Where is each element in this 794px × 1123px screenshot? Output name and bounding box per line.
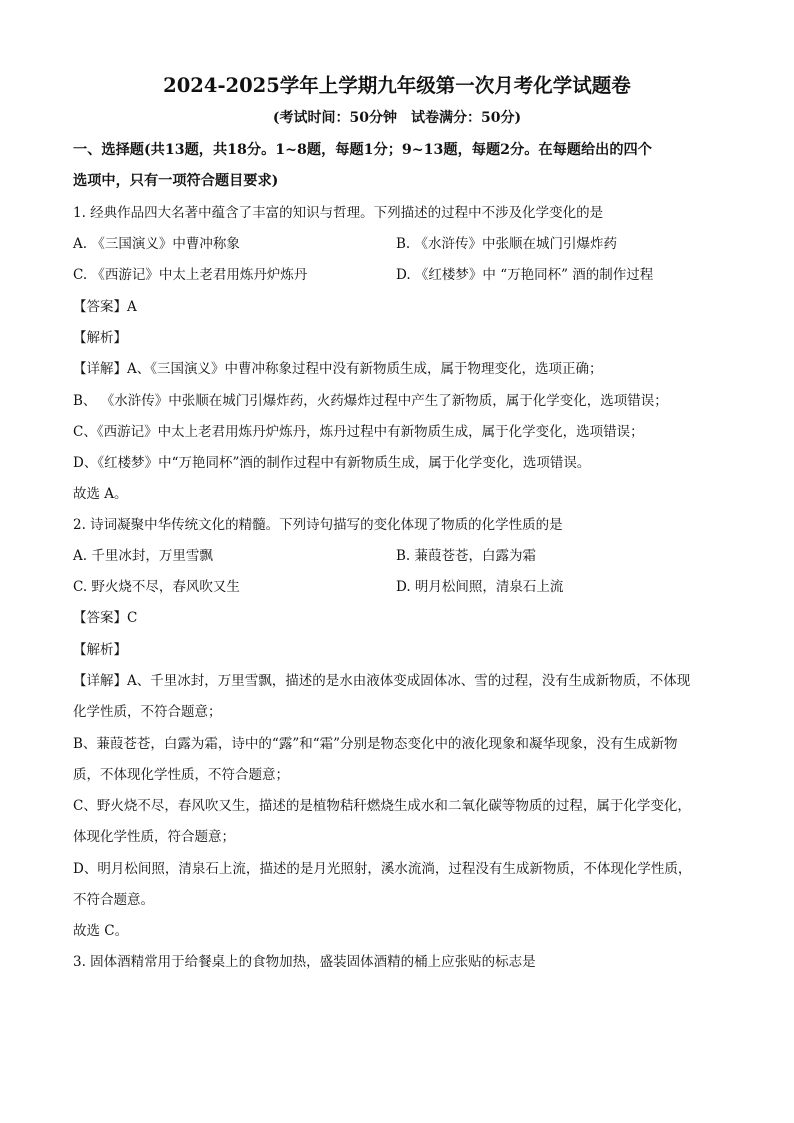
question-3-stem: 3. 固体酒精常用于给餐桌上的食物加热，盛装固体酒精的桶上应张贴的标志是 (73, 954, 536, 970)
question-2-answer: 【答案】C (73, 610, 138, 626)
question-1-answer: 【答案】A (73, 299, 137, 315)
question-1-option-d: D. 《红楼梦》中 “万艳同杯” 酒的制作过程 (396, 267, 654, 283)
question-1-conclusion: 故选 A。 (73, 486, 128, 502)
question-1-detail-4: D、《红楼梦》中“万艳同杯”酒的制作过程中有新物质生成，属于化学变化，选项错误。 (73, 455, 591, 471)
question-2-option-b: B. 蒹葭苍苍，白露为霜 (396, 548, 537, 564)
question-1-detail-3: C、《西游记》中太上老君用炼丹炉炼丹，炼丹过程中有新物质生成，属于化学变化，选项错误； (73, 424, 644, 440)
question-1-stem: 1. 经典作品四大名著中蕴含了丰富的知识与哲理。下列描述的过程中不涉及化学变化的是 (73, 205, 604, 221)
question-2-detail-1: 【详解】A、千里冰封，万里雪飘，描述的是水由液体变成固体冰、雪的过程，没有生成新物质，不体现 (73, 673, 691, 689)
question-2-detail-2: 化学性质，不符合题意； (73, 704, 222, 720)
question-2-option-d: D. 明月松间照，清泉石上流 (396, 579, 564, 595)
question-2-detail-8: 不符合题意。 (73, 892, 154, 908)
question-1-detail-2: B、 《水浒传》中张顺在城门引爆炸药，火药爆炸过程中产生了新物质，属于化学变化，选项错误； (73, 393, 668, 409)
question-1-analysis-label: 【解析】 (73, 330, 127, 346)
question-2-conclusion: 故选 C。 (73, 923, 129, 939)
question-1-option-c: C. 《西游记》中太上老君用炼丹炉炼丹 (73, 267, 308, 283)
question-2-detail-6: 体现化学性质，符合题意； (73, 829, 235, 845)
question-1-option-b: B. 《水浒传》中张顺在城门引爆炸药 (396, 236, 618, 252)
question-2-option-a: A. 千里冰封，万里雪飘 (73, 548, 213, 564)
question-2-detail-5: C、野火烧不尽，春风吹又生，描述的是植物秸秆燃烧生成水和二氧化碳等物质的过程，属于化学变化， (73, 798, 691, 814)
question-1-detail-1: 【详解】A、《三国演义》中曹冲称象过程中没有新物质生成，属于物理变化，选项正确； (73, 361, 603, 377)
section-heading-line-1: 一、选择题(共13题，共18分。1~8题，每题1分；9~13题，每题2分。在每题给出的四个 (73, 142, 652, 158)
question-1-option-a: A. 《三国演义》中曹冲称象 (73, 236, 240, 252)
exam-info: (考试时间：50分钟 试卷满分：50分) (272, 110, 522, 126)
question-2-analysis-label: 【解析】 (73, 642, 127, 658)
question-2-option-c: C. 野火烧不尽，春风吹又生 (73, 579, 240, 595)
question-2-detail-7: D、明月松间照，清泉石上流，描述的是月光照射，溪水流淌，过程没有生成新物质，不体现化学性质， (73, 861, 692, 877)
question-2-detail-3: B、蒹葭苍苍，白露为霜，诗中的“露”和“霜”分别是物态变化中的液化现象和凝华现象，没有生成新物 (73, 736, 678, 752)
section-heading-line-2: 选项中，只有一项符合题目要求) (73, 173, 279, 189)
page-title: 2024-2025学年上学期九年级第一次月考化学试题卷 (163, 74, 631, 97)
question-2-detail-4: 质，不体现化学性质，不符合题意； (73, 767, 289, 783)
question-2-stem: 2. 诗词凝聚中华传统文化的精髓。下列诗句描写的变化体现了物质的化学性质的是 (73, 517, 563, 533)
